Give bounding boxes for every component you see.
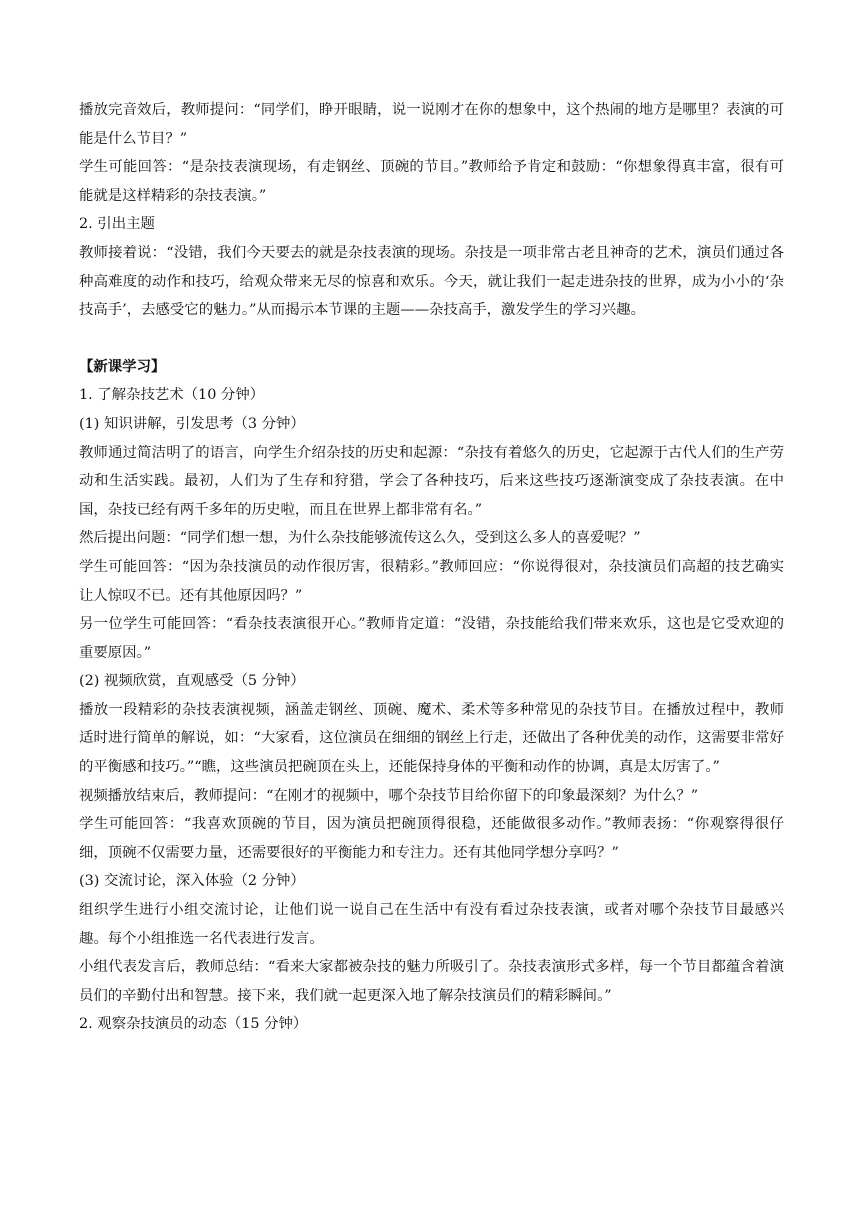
section-gap [79,325,784,353]
paragraph-student-answer-2: 另一位学生可能回答：“看杂技表演很开心。”教师肯定道：“没错，杂技能给我们带来欢乐，这也是它受欢迎的重要原因。” [79,616,784,661]
paragraph-topic-reveal: 教师接着说：“没错，我们今天要去的就是杂技表演的现场。杂技是一项非常古老且神奇的艺术，演员们通过各种高难度的动作和技巧，给观众带来无尽的惊喜和欢乐。今天，就让我们一起走进杂技的世界，成为小小的‘杂技高手’，去感受它的魅力。”从而揭示本节课的主题——杂技高手，激发学生的学习兴趣。 [79,244,784,319]
subheading-video-appreciation: (2) 视频欣赏，直观感受（5 分钟） [79,673,305,690]
paragraph-video-question: 视频播放结束后，教师提问：“在刚才的视频中，哪个杂技节目给你留下的印象最深刻？为什么？” [79,787,699,804]
subheading-discussion: (3) 交流讨论，深入体验（2 分钟） [79,873,305,890]
paragraph-question: 然后提出问题：“同学们想一想，为什么杂技能够流传这么久，受到这么多人的喜爱呢？” [79,530,641,547]
paragraph-teacher-question: 播放完音效后，教师提问：“同学们，睁开眼睛，说一说刚才在你的想象中，这个热闹的地方是哪里？表演的可能是什么节目？” [79,102,784,147]
subheading-knowledge-explanation: (1) 知识讲解，引发思考（3 分钟） [79,415,305,432]
paragraph-video-description: 播放一段精彩的杂技表演视频，涵盖走钢丝、顶碗、魔术、柔术等多种常见的杂技节目。在播放过程中，教师适时进行简单的解说，如：“大家看，这位演员在细细的钢丝上行走，还做出了各种优美的动作，这需要非常好的平衡感和技巧。”“瞧，这些演员把碗顶在头上，还能保持身体的平衡和动作的协调，真是太厉害了。” [79,701,784,776]
paragraph-group-discussion: 组织学生进行小组交流讨论，让他们说一说自己在生活中有没有看过杂技表演，或者对哪个杂技节目最感兴趣。每个小组推选一名代表进行发言。 [79,902,784,947]
subheading-introduce-topic: 2. 引出主题 [79,216,155,233]
subheading-observe-performers: 2. 观察杂技演员的动态（15 分钟） [79,1016,308,1033]
paragraph-teacher-summary: 小组代表发言后，教师总结：“看来大家都被杂技的魅力所吸引了。杂技表演形式多样，每一个节目都蕴含着演员们的辛勤付出和智慧。接下来，我们就一起更深入地了解杂技演员们的精彩瞬间。” [79,959,784,1004]
document-body [79,96,784,1039]
section-heading-new-lesson: 【新课学习】 [79,358,166,375]
paragraph-student-answer: 学生可能回答：“是杂技表演现场，有走钢丝、顶碗的节目。”教师给予肯定和鼓励：“你想象得真丰富，很有可能就是这样精彩的杂技表演。” [79,159,784,204]
subheading-learn-acrobatics: 1. 了解杂技艺术（10 分钟） [79,387,265,404]
paragraph-student-answer-1: 学生可能回答：“因为杂技演员的动作很厉害，很精彩。”教师回应：“你说得很对，杂技演员们高超的技艺确实让人惊叹不已。还有其他原因吗？” [79,558,784,604]
paragraph-student-answer-3: 学生可能回答：“我喜欢顶碗的节目，因为演员把碗顶得很稳，还能做很多动作。”教师表扬：“你观察得很仔细，顶碗不仅需要力量，还需要很好的平衡能力和专注力。还有其他同学想分享吗？” [79,816,784,861]
paragraph-history-intro: 教师通过简洁明了的语言，向学生介绍杂技的历史和起源：“杂技有着悠久的历史，它起源于古代人们的生产劳动和生活实践。最初，人们为了生存和狩猎，学会了各种技巧，后来这些技巧逐渐演变成了杂技表演。在中国，杂技已经有两千多年的历史啦，而且在世界上都非常有名。” [79,444,784,518]
